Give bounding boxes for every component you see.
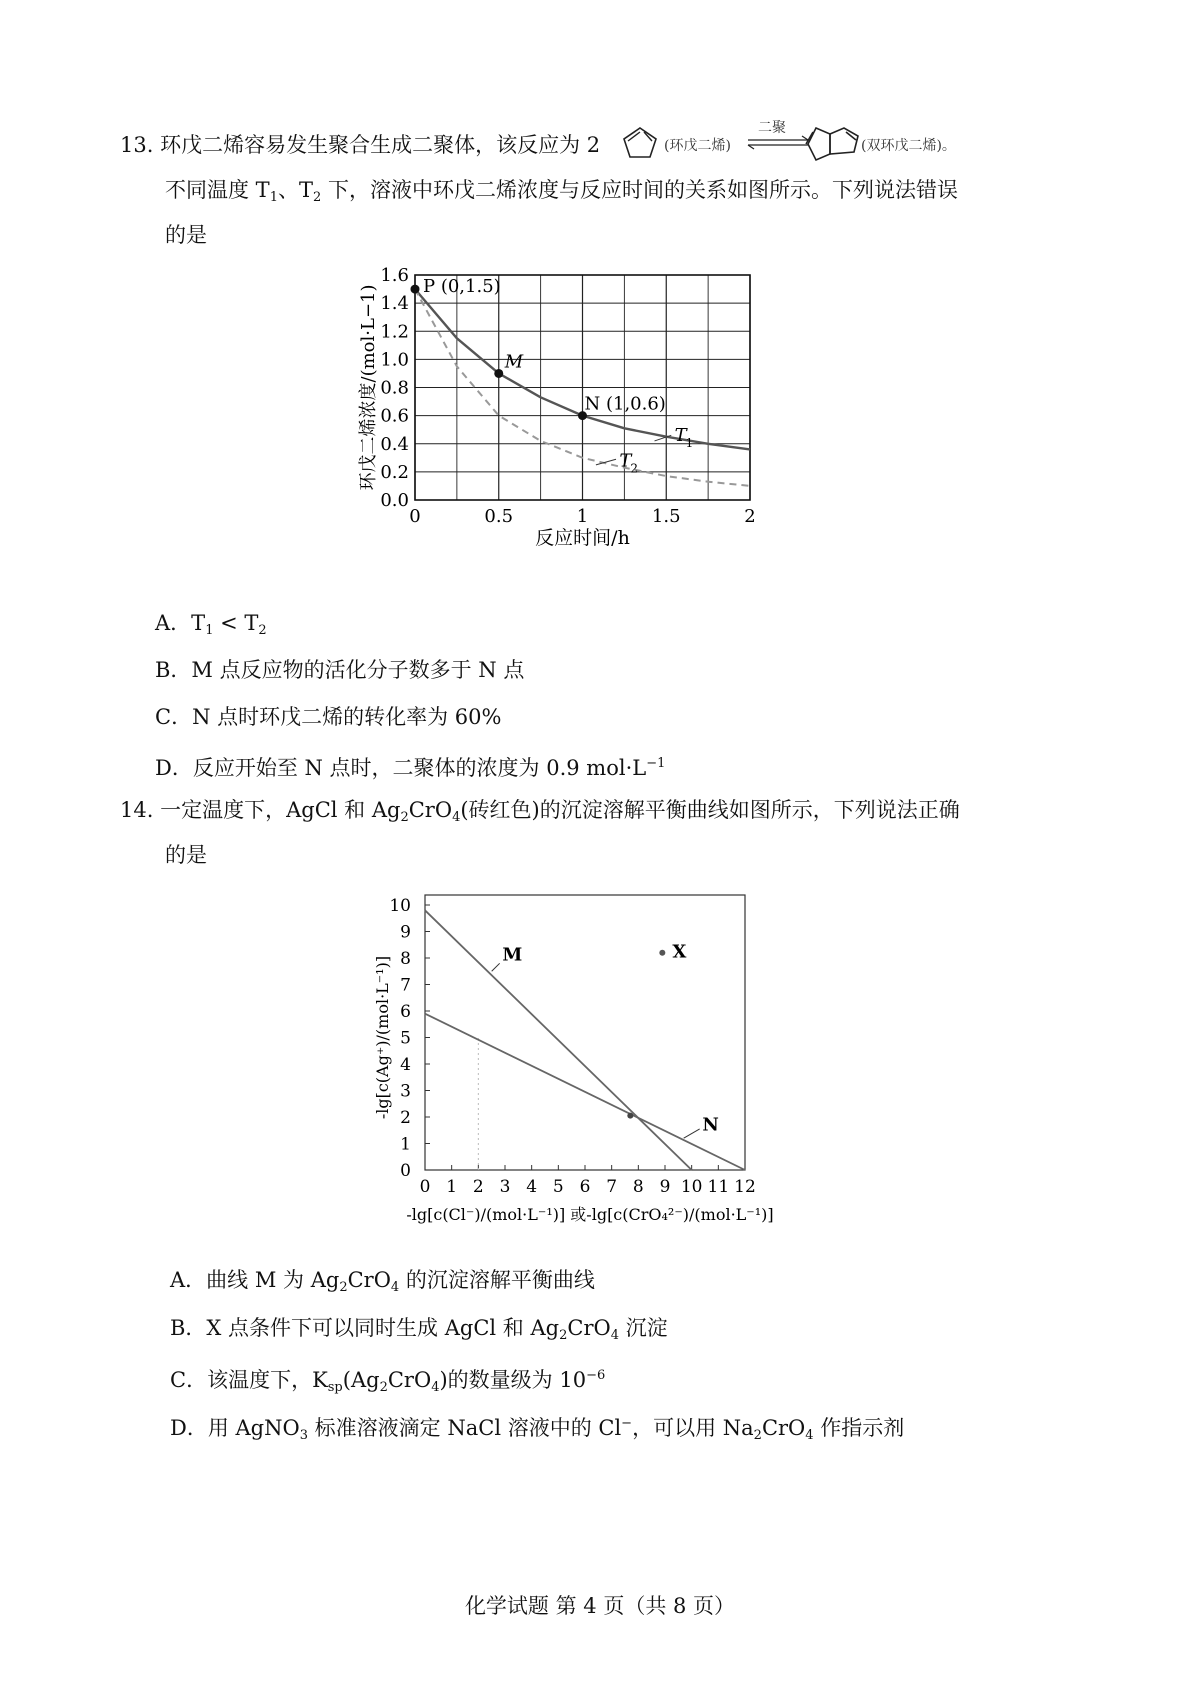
q14-option-a: A．曲线 M 为 $Ag_2CrO_4$ 的沉淀溶解平衡曲线 xyxy=(170,1268,595,1295)
q13-stem-part1: 环戊二烯容易发生聚合生成二聚体，该反应为 xyxy=(160,133,581,157)
series-n-line xyxy=(425,1014,745,1170)
x-tick-label: 1 xyxy=(576,506,589,527)
q13-option-d-text: D．反应开始至 N 点时，二聚体的浓度为 0.9 mol·L xyxy=(155,756,647,780)
y-axis-label: 环戊二烯浓度/(mol·L−1) xyxy=(358,284,379,491)
y-tick-label: 7 xyxy=(400,975,411,996)
x-axis-label: -lg[c(Cl⁻)/(mol·L⁻¹)] 或-lg[c(CrO₄²⁻)/(mol·L⁻¹)] xyxy=(406,1205,774,1224)
y-tick-label: 0.2 xyxy=(380,461,409,483)
series-n-label: N xyxy=(702,1114,719,1136)
q13-option-c: C．N 点时环戊二烯的转化率为 60% xyxy=(155,705,502,729)
x-tick-label: 11 xyxy=(707,1177,730,1197)
solubility-equilibrium-chart xyxy=(373,890,840,1240)
series-n-leader xyxy=(684,1129,700,1138)
y-tick-label: 8 xyxy=(400,949,411,969)
q13-T2-sub: 2 xyxy=(312,190,322,205)
q14-option-b-1: B．X 点条件下可以同时生成 AgCl 和 Ag xyxy=(170,1316,560,1340)
y-tick-label: 0.0 xyxy=(380,490,409,511)
q14-option-b-3: 沉淀 xyxy=(618,1316,668,1340)
y-tick-label: 1 xyxy=(400,1134,411,1155)
y-tick-label: 10 xyxy=(389,896,411,916)
q14-option-c-3: CrO xyxy=(387,1368,432,1392)
q13-stem-line2-c: 下，溶液中环戊二烯浓度与反应时间的关系如图所示。下列说法错误 xyxy=(321,178,958,202)
series-m-leader xyxy=(492,963,500,971)
page-footer: 化学试题 第 4 页（共 8 页） xyxy=(464,1594,736,1618)
q13-stem-line2-b: 、T xyxy=(277,178,313,202)
y-tick-label: 1.2 xyxy=(380,321,409,343)
q14-option-a-3: 的沉淀溶解平衡曲线 xyxy=(399,1268,595,1292)
y-tick-label: 0.6 xyxy=(380,405,409,427)
q13-option-a-sub1: 1 xyxy=(205,623,214,638)
x-tick-label: 8 xyxy=(632,1177,644,1197)
point-p-label: P (0,1.5) xyxy=(423,276,501,298)
x-tick-label: 0 xyxy=(419,1177,431,1197)
y-tick-label: 5 xyxy=(400,1028,411,1049)
concentration-time-chart xyxy=(360,265,830,595)
x-tick-label: 4 xyxy=(526,1177,538,1197)
product-label: (双环戊二烯)。 xyxy=(861,138,956,154)
y-tick-label: 3 xyxy=(400,1081,411,1102)
intersection-point xyxy=(627,1113,633,1119)
q14-stem-line2: 的是 xyxy=(165,843,207,867)
q14-option-d-sup: − xyxy=(621,1416,633,1431)
y-tick-label: 6 xyxy=(400,1002,411,1022)
q13-stem-line2-a: 不同温度 T xyxy=(165,178,270,202)
dicyclopentadiene-structure xyxy=(806,128,858,160)
reaction-scheme xyxy=(618,120,1018,170)
q14-option-c-sub: sp xyxy=(327,1380,343,1395)
q13-stem-line3: 的是 xyxy=(165,223,207,247)
x-tick-label: 1.5 xyxy=(651,506,681,527)
q14-option-c: C．该温度下，$K_{sp}(Ag_2CrO_4)$的数量级为 $10^{-6}$ xyxy=(170,1368,606,1395)
y-tick-label: 1.4 xyxy=(380,293,409,315)
q14-option-d-5: 作指示剂 xyxy=(813,1416,905,1440)
x-tick-label: 9 xyxy=(659,1177,671,1197)
q14-stem-a: 一定温度下，AgCl 和 Ag xyxy=(160,798,401,822)
point-x-label: X xyxy=(672,941,687,963)
y-tick-label: 0.4 xyxy=(380,433,409,455)
series-m-label: M xyxy=(502,944,523,966)
plot-frame xyxy=(425,895,745,1170)
y-tick-label: 2 xyxy=(400,1108,411,1128)
q14-stem-b: CrO xyxy=(408,798,453,822)
reactant-label: (环戊二烯) xyxy=(664,138,731,154)
q13-option-a-label: A． xyxy=(155,611,192,635)
q14-number: 14. xyxy=(120,798,154,822)
q14-option-d: D．用 AgNO$_3$ 标准溶液滴定 NaCl 溶液中的 Cl−，可以用 $Na_2CrO_4$ 作指示剂 xyxy=(170,1416,905,1443)
series-t1-label-sub: 1 xyxy=(685,435,694,450)
q14-option-d-2: 标准溶液滴定 NaCl 溶液中的 Cl xyxy=(308,1416,622,1440)
q13-option-d xyxy=(155,749,665,783)
q14-option-a-1: A．曲线 M 为 Ag xyxy=(170,1268,340,1292)
q14-option-b: B．X 点条件下可以同时生成 AgCl 和 $Ag_2CrO_4$ 沉淀 xyxy=(170,1316,668,1343)
series-t2-label-sub: 2 xyxy=(630,461,638,476)
series-m-line xyxy=(425,910,692,1170)
q14-stem-line1: 14. 一定温度下，AgCl 和 $Ag_2CrO_4$(砖红色)的沉淀溶解平衡曲线如图所示，下列说法正确 xyxy=(120,798,960,825)
q14-option-c-1: C．该温度下，K xyxy=(170,1368,328,1392)
point-m-label: M xyxy=(504,351,524,373)
q14-option-c-sup: −6 xyxy=(586,1368,606,1383)
y-tick-label: 0 xyxy=(400,1161,411,1181)
point-m xyxy=(494,369,503,378)
point-n-label: N (1,0.6) xyxy=(584,393,666,415)
q13-option-a-t1: T xyxy=(191,611,206,635)
x-axis-label: 反应时间/h xyxy=(535,527,630,549)
series-t1-label: T xyxy=(674,424,687,446)
x-tick-label: 2 xyxy=(744,506,756,527)
y-tick-label: 0.8 xyxy=(380,377,409,399)
q14-option-b-2: CrO xyxy=(567,1316,611,1340)
y-tick-label: 1.0 xyxy=(380,349,409,371)
point-p xyxy=(411,285,420,294)
y-axis-label: -lg[c(Ag⁺)/(mol·L⁻¹)] xyxy=(373,955,392,1120)
x-tick-label: 2 xyxy=(472,1177,484,1197)
q13-coef: 2 xyxy=(586,133,601,157)
y-tick-label: 9 xyxy=(400,922,411,943)
x-tick-label: 1 xyxy=(446,1177,458,1197)
y-tick-label: 1.6 xyxy=(380,265,409,286)
x-tick-label: 3 xyxy=(499,1177,511,1197)
q13-option-b: B．M 点反应物的活化分子数多于 N 点 xyxy=(155,658,525,682)
x-tick-label: 7 xyxy=(606,1177,618,1197)
q14-option-d-3: ，可以用 Na xyxy=(632,1416,754,1440)
x-tick-label: 10 xyxy=(680,1177,703,1197)
point-x xyxy=(659,950,665,956)
y-tick-label: 4 xyxy=(400,1055,411,1075)
x-tick-label: 5 xyxy=(552,1177,564,1197)
q13-T1-sub: 1 xyxy=(269,190,278,205)
q13-option-a-t2: < T xyxy=(213,611,259,635)
q13-stem-line1 xyxy=(120,130,600,160)
q13-option-a xyxy=(155,608,267,646)
q14-option-d-1: D．用 AgNO xyxy=(170,1416,300,1440)
q14-option-d-4: CrO xyxy=(761,1416,806,1440)
x-tick-label: 6 xyxy=(579,1177,591,1197)
arrow-label: 二聚 xyxy=(758,120,786,136)
x-tick-label: 0 xyxy=(409,506,421,527)
q14-option-c-2: (Ag xyxy=(342,1368,380,1392)
q14-stem-c: (砖红色)的沉淀溶解平衡曲线如图所示，下列说法正确 xyxy=(460,798,960,822)
q14-option-c-4: )的数量级为 10 xyxy=(439,1368,587,1392)
q13-stem-line2 xyxy=(165,175,958,213)
x-tick-label: 0.5 xyxy=(484,506,514,527)
q13-option-d-sup: −1 xyxy=(646,756,666,771)
q13-option-a-sub2: 2 xyxy=(258,623,267,638)
q14-option-a-2: CrO xyxy=(347,1268,391,1292)
q13-number: 13. xyxy=(120,133,154,157)
series-t2-label: T xyxy=(619,450,632,472)
x-tick-label: 12 xyxy=(734,1177,756,1197)
